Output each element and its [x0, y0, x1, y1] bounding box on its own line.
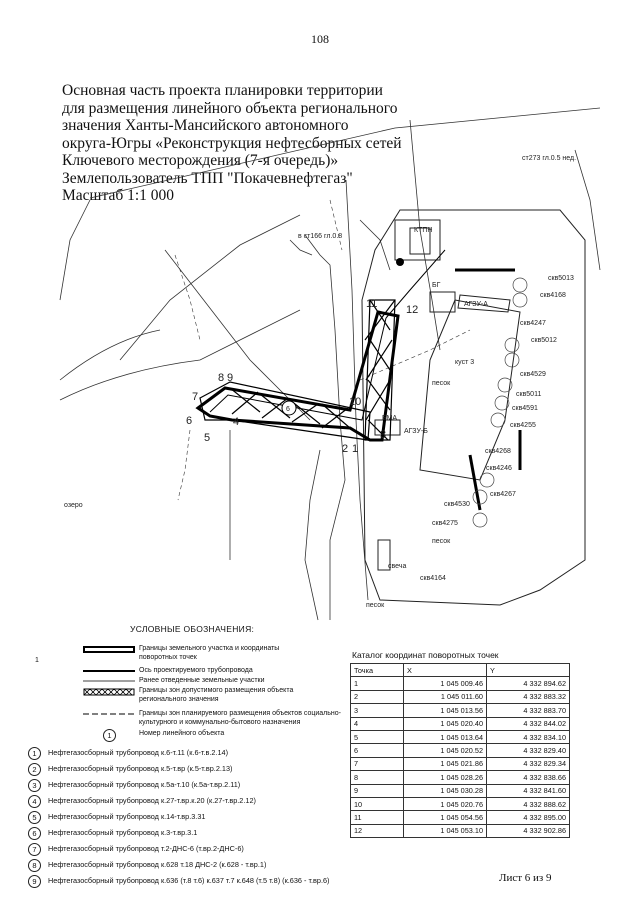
pipeline-axis-symbol [83, 668, 135, 674]
label-bg: БГ [432, 282, 441, 289]
table-cell: 1 [351, 677, 404, 690]
table-cell: 1 045 054.56 [404, 811, 487, 824]
well-label: скв5011 [516, 391, 542, 398]
title-line-3: значения Ханты-Мансийского автономного [62, 117, 349, 134]
table-row [351, 757, 570, 770]
pipeline-number: 3 [28, 779, 41, 792]
well-label: скв4530 [444, 501, 470, 508]
title-line-7: Масштаб 1:1 000 [62, 187, 175, 204]
well-label: скв4247 [520, 320, 546, 327]
pipeline-number: 2 [28, 763, 41, 776]
plot-boundary-symbol [83, 646, 135, 654]
well-label: скв4275 [432, 520, 458, 527]
table-cell: 1 045 030.28 [404, 784, 487, 797]
pipeline-number: 5 [28, 811, 41, 824]
well-marker [396, 258, 404, 266]
title-line-4: округа-Югры «Реконструкция нефтесборных сетей [62, 134, 402, 152]
well-label: скв4268 [485, 448, 511, 455]
table-cell: 8 [351, 771, 404, 784]
sheet-number: Лист 6 из 9 [499, 872, 552, 884]
table-row [351, 744, 570, 757]
label-pesok-3: песок [366, 602, 385, 609]
label-agzu-a: АГЗУ-А [464, 301, 488, 308]
pipeline-number: 4 [28, 795, 41, 808]
table-cell: 10 [351, 797, 404, 810]
point-4: 4 [233, 416, 240, 428]
table-cell: 4 [351, 717, 404, 730]
table-cell: 1 045 011.60 [404, 690, 487, 703]
point-10: 10 [349, 396, 362, 408]
table-row [351, 797, 570, 810]
table-row [351, 811, 570, 824]
point-1: 1 [352, 443, 359, 455]
permitted-zone-symbol [83, 688, 135, 696]
coordinates-table [350, 663, 570, 838]
legend-text: Ось проектируемого трубопровода [139, 667, 253, 674]
table-cell: 1 045 009.46 [404, 677, 487, 690]
point-9: 9 [227, 372, 234, 384]
table-cell: 4 332 829.40 [487, 744, 570, 757]
column-header: X [404, 664, 487, 677]
pipeline-text: Нефтегазосборный трубопровод к.3-т.вр.3.1 [48, 828, 198, 837]
label-pesok-1: песок [432, 380, 451, 387]
table-cell: 5 [351, 730, 404, 743]
legend-text: Границы зон допустимого размещения объекта регионального значения [139, 687, 294, 703]
table-cell: 1 045 020.52 [404, 744, 487, 757]
pipeline-text: Нефтегазосборный трубопровод к.27-т.вр.к.20 (к.27-т.вр.2.12) [48, 796, 256, 805]
survey-lines [60, 108, 600, 620]
well-label: скв4529 [520, 371, 546, 378]
column-header: Точка [351, 664, 404, 677]
pipeline-number: 6 [28, 827, 41, 840]
well-label: скв4164 [420, 575, 446, 582]
table-header-row [351, 664, 570, 677]
table-row [351, 730, 570, 743]
table-cell: 1 045 021.86 [404, 757, 487, 770]
table-row [351, 704, 570, 717]
label-kust: куст 3 [455, 359, 475, 366]
table-cell: 1 045 028.26 [404, 771, 487, 784]
table-cell: 4 332 895.00 [487, 811, 570, 824]
table-cell: 4 332 838.66 [487, 771, 570, 784]
map-labels [64, 155, 576, 609]
table-cell: 6 [351, 744, 404, 757]
well-label: скв4246 [486, 465, 512, 472]
table-cell: 4 332 883.70 [487, 704, 570, 717]
table-cell: 4 332 894.62 [487, 677, 570, 690]
table-cell: 4 332 829.34 [487, 757, 570, 770]
table-cell: 1 045 053.10 [404, 824, 487, 837]
legend-marker: 1 [35, 657, 39, 664]
table-cell: 4 332 834.10 [487, 730, 570, 743]
route-marker-label: 6 [286, 406, 290, 413]
pipeline-text: Нефтегазосборный трубопровод к.636 (т.8 т.6) к.637 т.7 к.648 (т.5 т.8) (к.636 - т.вр.6) [48, 876, 330, 885]
page-number: 108 [311, 32, 329, 46]
table-cell: 3 [351, 704, 404, 717]
turning-points [186, 298, 418, 455]
well-label: скв4267 [490, 491, 516, 498]
previous-plots-symbol [83, 678, 135, 684]
well-label: скв5012 [531, 337, 557, 344]
well-label: скв4168 [540, 292, 566, 299]
label-ozero: озеро [64, 502, 83, 509]
table-cell: 4 332 883.32 [487, 690, 570, 703]
well-circles [473, 278, 527, 527]
table-cell: 2 [351, 690, 404, 703]
table-cell: 4 332 888.62 [487, 797, 570, 810]
point-5: 5 [204, 432, 211, 444]
title-line-6: Землепользователь ТПП "Покачевнефтегаз" [62, 169, 353, 187]
pipeline-number: 9 [28, 875, 41, 888]
label-st166: в ст166 гл.0.8 [298, 233, 343, 240]
title-line-2: для размещения линейного объекта регионального [62, 99, 398, 117]
table-cell: 1 045 013.64 [404, 730, 487, 743]
legend-text: Границы земельного участка и координаты поворотных точек [139, 645, 280, 661]
pipeline-text: Нефтегазосборный трубопровод к.14-т.вр.3.31 [48, 812, 206, 821]
table-cell: 1 045 013.56 [404, 704, 487, 717]
legend-text: Ранее отведенные земельные участки [139, 677, 265, 684]
label-svecha: свеча [388, 563, 407, 570]
label-ktpn: КТПН [414, 227, 433, 234]
table-cell: 12 [351, 824, 404, 837]
title-line-5: Ключевого месторождения (7-я очередь)» [62, 152, 339, 169]
pipeline-number: 1 [28, 747, 41, 760]
legend-text: Номер линейного объекта [139, 730, 225, 737]
table-row [351, 677, 570, 690]
legend-title: УСЛОВНЫЕ ОБОЗНАЧЕНИЯ: [130, 624, 255, 634]
pipeline-number: 8 [28, 859, 41, 872]
point-3: 3 [380, 429, 387, 441]
pipeline-text: Нефтегазосборный трубопровод к.5а-т.10 (к.5а-т.вр.2.11) [48, 780, 241, 789]
label-bma: БМА [382, 415, 398, 422]
point-7: 7 [192, 391, 199, 403]
pipeline-text: Нефтегазосборный трубопровод т.2-ДНС-6 (т.вр.2-ДНС-6) [48, 844, 244, 853]
pipeline-text: Нефтегазосборный трубопровод к.628 т.18 ДНС-2 (к.628 - т.вр.1) [48, 860, 267, 869]
point-6: 6 [186, 415, 193, 427]
point-12: 12 [406, 304, 419, 316]
legend-text: Границы зон планируемого размещения объектов социально-культурного и коммунально-бытового назначения [139, 710, 341, 726]
catalog-title: Каталог координат поворотных точек [352, 650, 499, 660]
table-row [351, 690, 570, 703]
table-cell: 7 [351, 757, 404, 770]
well-labels [420, 275, 574, 582]
label-agzu-b: АГЗУ-Б [404, 428, 428, 435]
table-cell: 4 332 841.60 [487, 784, 570, 797]
pipeline-number: 7 [28, 843, 41, 856]
table-cell: 11 [351, 811, 404, 824]
title-line-1: Основная часть проекта планировки территории [62, 82, 383, 99]
table-cell: 4 332 844.02 [487, 717, 570, 730]
point-11: 11 [366, 298, 378, 310]
pipeline-axis [210, 250, 445, 420]
table-row [351, 824, 570, 837]
column-header: Y [487, 664, 570, 677]
well-label: скв4255 [510, 422, 536, 429]
pipeline-text: Нефтегазосборный трубопровод к.5-т.вр (к.5-т.вр.2.13) [48, 764, 233, 773]
social-zone-symbol [83, 711, 135, 717]
table-cell: 1 045 020.40 [404, 717, 487, 730]
well-label: скв4591 [512, 405, 538, 412]
label-pesok-2: песок [432, 538, 451, 545]
well-label: скв5013 [548, 275, 574, 282]
pipeline-text: Нефтегазосборный трубопровод к.6-т.11 (к.6-т.в.2.14) [48, 748, 229, 757]
table-row [351, 717, 570, 730]
table-cell: 1 045 020.76 [404, 797, 487, 810]
point-8: 8 [218, 372, 225, 384]
object-number-badge: 1 [103, 729, 116, 742]
label-st273: ст273 гл.0.5 нед. [522, 155, 577, 162]
table-cell: 9 [351, 784, 404, 797]
table-row [351, 784, 570, 797]
table-row [351, 771, 570, 784]
table-cell: 4 332 902.86 [487, 824, 570, 837]
point-2: 2 [342, 443, 349, 455]
